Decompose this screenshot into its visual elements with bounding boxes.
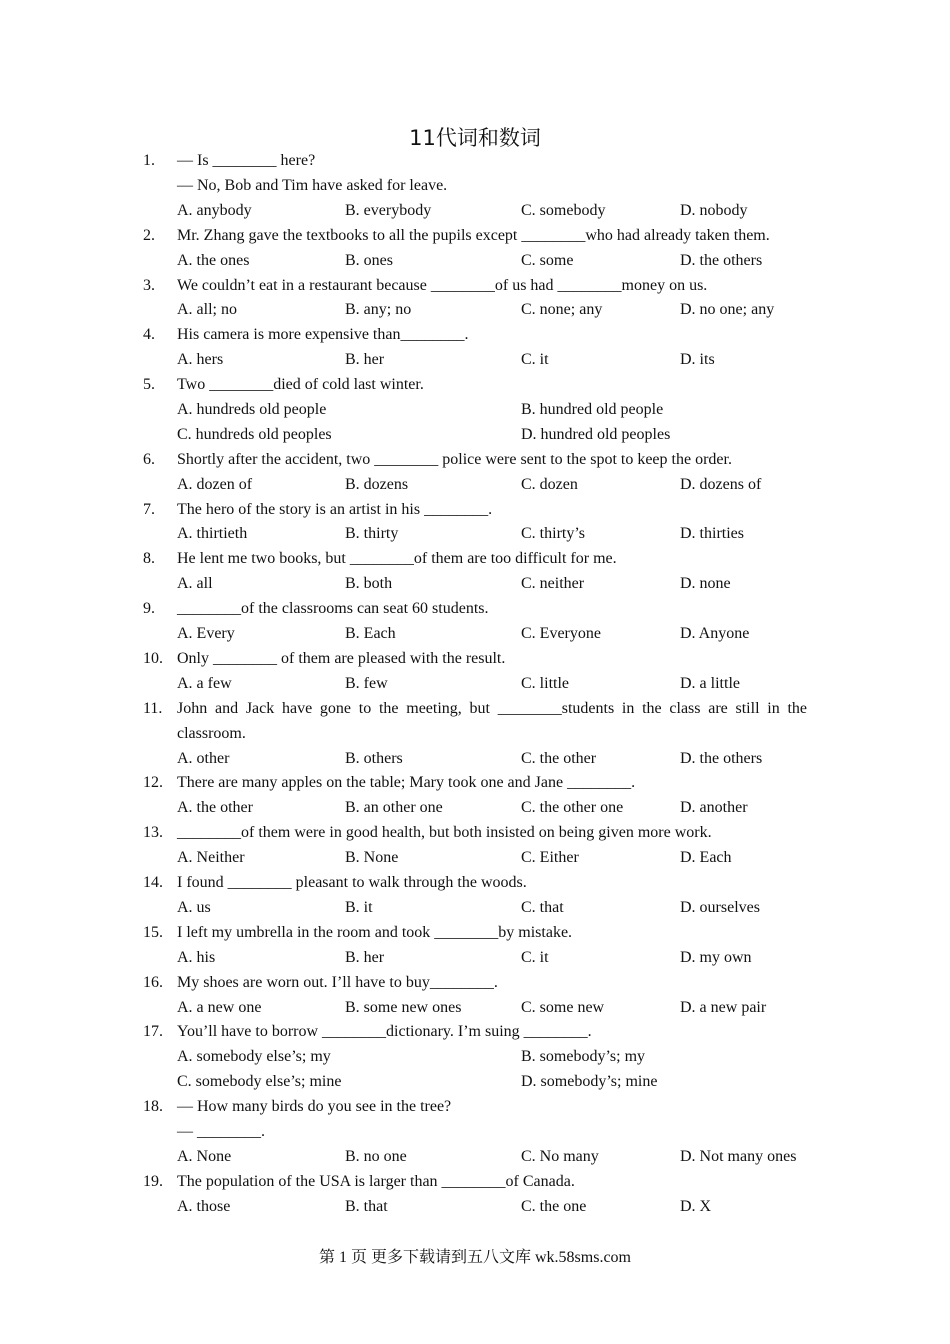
question-number: 1. <box>143 152 155 169</box>
options-row <box>177 1145 807 1170</box>
question-stem: ________of the classrooms can seat 60 students. <box>177 600 489 618</box>
question-dialog-line: — ________. <box>177 1123 265 1141</box>
question-item <box>143 821 807 871</box>
option-a: A. hers <box>177 351 224 369</box>
option-d: D. Anyone <box>680 625 750 643</box>
option-b: B. thirty <box>345 525 399 543</box>
options-row <box>177 398 807 423</box>
question-stem: I found ________ pleasant to walk through the woods. <box>177 874 527 892</box>
options-row <box>177 796 807 821</box>
option-a: A. thirtieth <box>177 525 248 543</box>
option-d: D. the others <box>680 251 763 269</box>
option-a: A. those <box>177 1197 231 1215</box>
question-item <box>143 921 807 971</box>
option-d: D. another <box>680 799 748 817</box>
question-item <box>143 597 807 647</box>
question-item <box>143 373 807 448</box>
option-b: B. hundred old people <box>521 401 664 418</box>
option-b: B. None <box>345 849 399 867</box>
question-item <box>143 1170 807 1220</box>
option-b: B. no one <box>345 1147 407 1165</box>
option-a: A. the other <box>177 799 253 817</box>
option-c: C. thirty’s <box>521 525 586 543</box>
options-row <box>177 572 807 597</box>
option-c: C. somebody else’s; mine <box>177 1073 342 1091</box>
question-number: 9. <box>143 600 155 618</box>
question-stem: Shortly after the accident, two ________ police were sent to the spot to keep the order. <box>177 450 732 468</box>
option-b: B. it <box>345 898 373 916</box>
option-d: D. X <box>680 1197 712 1215</box>
question-number: 13. <box>143 824 163 842</box>
option-c: C. somebody <box>521 201 606 219</box>
option-c: C. dozen <box>521 475 578 493</box>
option-b: B. any; no <box>345 301 412 319</box>
option-d: D. its <box>680 351 715 369</box>
option-a: A. None <box>177 1147 232 1165</box>
options-row <box>177 747 807 772</box>
question-item <box>143 1020 807 1095</box>
question-item <box>143 547 807 597</box>
option-c: C. the other one <box>521 799 624 817</box>
option-c: C. the one <box>521 1197 587 1215</box>
question-stem: Only ________ of them are pleased with the result. <box>177 649 506 667</box>
question-item <box>143 323 807 373</box>
options-row <box>177 1045 807 1070</box>
option-a: A. hundreds old people <box>177 401 327 418</box>
question-stem: — Is ________ here? <box>177 152 316 169</box>
question-stem: The population of the USA is larger than ________of Canada. <box>177 1172 575 1190</box>
option-c: C. neither <box>521 575 585 593</box>
question-item <box>143 647 807 697</box>
question-item <box>143 1095 807 1170</box>
option-c: C. No many <box>521 1147 599 1165</box>
options-row <box>177 473 807 498</box>
option-c: C. hundreds old peoples <box>177 425 332 443</box>
question-item <box>143 971 807 1021</box>
question-stem: — How many birds do you see in the tree? <box>177 1098 452 1116</box>
question-number: 5. <box>143 376 155 394</box>
options-row <box>177 946 807 971</box>
question-number: 14. <box>143 874 163 892</box>
option-c: C. it <box>521 351 549 369</box>
option-a: A. somebody else’s; my <box>177 1048 331 1066</box>
option-a: A. the ones <box>177 251 250 269</box>
options-row <box>177 1195 807 1220</box>
option-d: D. my own <box>680 948 752 966</box>
question-item <box>143 871 807 921</box>
option-d: D. a new pair <box>680 998 767 1016</box>
question-number: 17. <box>143 1023 163 1041</box>
option-b: B. others <box>345 749 403 767</box>
question-list <box>143 149 807 1220</box>
option-a: A. all <box>177 575 213 593</box>
options-row <box>177 348 807 373</box>
option-b: B. somebody’s; my <box>521 1048 646 1066</box>
options-row <box>177 846 807 871</box>
option-d: D. nobody <box>680 201 748 219</box>
question-stem: ________of them were in good health, but both insisted on being given more work. <box>177 824 712 842</box>
options-row <box>177 249 807 274</box>
option-b: B. few <box>345 674 388 692</box>
question-item <box>143 697 807 772</box>
question-item <box>143 771 807 821</box>
option-b: B. some new ones <box>345 998 462 1016</box>
option-a: A. dozen of <box>177 475 253 493</box>
question-number: 10. <box>143 649 163 667</box>
option-d: D. dozens of <box>680 475 762 493</box>
option-a: A. other <box>177 749 230 767</box>
option-c: C. some new <box>521 998 605 1016</box>
options-row <box>177 622 807 647</box>
question-number: 4. <box>143 326 155 344</box>
question-number: 7. <box>143 500 155 518</box>
option-d: D. ourselves <box>680 898 760 916</box>
question-stem: He lent me two books, but ________of them are too difficult for me. <box>177 550 617 568</box>
option-a: A. a few <box>177 674 232 692</box>
question-number: 8. <box>143 550 155 568</box>
option-d: D. a little <box>680 674 740 692</box>
question-stem: We couldn’t eat in a restaurant because ________of us had ________money on us. <box>177 276 708 294</box>
options-row <box>177 423 807 448</box>
question-stem: Mr. Zhang gave the textbooks to all the pupils except ________who had already taken them. <box>177 226 770 244</box>
option-c: C. Either <box>521 849 579 867</box>
question-number: 12. <box>143 774 163 792</box>
question-item <box>143 498 807 548</box>
question-stem: John and Jack have gone to the meeting, but ________students in the class are still in the classroom. <box>177 699 807 742</box>
option-b: B. Each <box>345 625 396 643</box>
page-footer: 第 1 页 更多下载请到五八文库 wk.58sms.com <box>318 1249 631 1266</box>
question-stem: My shoes are worn out. I’ll have to buy________. <box>177 973 498 991</box>
option-d: D. the others <box>680 749 763 767</box>
options-row <box>177 298 807 323</box>
option-d: D. Each <box>680 849 732 867</box>
options-row <box>177 896 807 921</box>
question-number: 18. <box>143 1098 163 1116</box>
option-d: D. thirties <box>680 525 744 543</box>
question-item <box>143 448 807 498</box>
option-a: A. his <box>177 948 216 966</box>
options-row <box>177 1070 807 1095</box>
question-number: 6. <box>143 450 155 468</box>
option-a: A. us <box>177 898 211 916</box>
question-number: 3. <box>143 276 155 294</box>
option-c: C. Everyone <box>521 625 601 643</box>
option-a: A. anybody <box>177 201 252 219</box>
question-item <box>143 224 807 274</box>
question-item <box>143 274 807 324</box>
option-b: B. that <box>345 1197 388 1215</box>
options-row <box>177 996 807 1021</box>
page-title: 11代词和数词 <box>409 126 541 150</box>
option-c: C. that <box>521 898 564 916</box>
option-b: B. her <box>345 948 385 966</box>
question-item <box>143 149 807 224</box>
question-dialog-line: — No, Bob and Tim have asked for leave. <box>177 176 448 194</box>
option-d: D. somebody’s; mine <box>521 1073 658 1091</box>
option-c: C. some <box>521 251 574 269</box>
option-b: B. everybody <box>345 201 432 219</box>
options-row <box>177 522 807 547</box>
option-b: B. her <box>345 351 385 369</box>
option-c: C. little <box>521 674 569 692</box>
question-number: 19. <box>143 1172 163 1190</box>
option-c: C. the other <box>521 749 597 767</box>
option-d: D. no one; any <box>680 301 775 319</box>
option-a: A. Neither <box>177 849 245 867</box>
option-a: A. all; no <box>177 301 237 319</box>
option-a: A. a new one <box>177 998 262 1016</box>
option-c: C. it <box>521 948 549 966</box>
options-row <box>177 672 807 697</box>
question-stem: You’ll have to borrow ________dictionary. I’m suing ________. <box>177 1023 592 1041</box>
question-stem: I left my umbrella in the room and took ________by mistake. <box>177 923 573 941</box>
question-stem: There are many apples on the table; Mary took one and Jane ________. <box>177 774 636 792</box>
option-d: D. none <box>680 575 731 593</box>
option-b: B. ones <box>345 251 393 269</box>
option-a: A. Every <box>177 625 235 643</box>
question-number: 15. <box>143 923 163 941</box>
question-number: 2. <box>143 226 155 244</box>
question-stem: His camera is more expensive than________. <box>177 326 469 344</box>
option-b: B. dozens <box>345 475 409 493</box>
question-stem: Two ________died of cold last winter. <box>177 376 424 394</box>
question-number: 11. <box>143 699 163 717</box>
question-stem: The hero of the story is an artist in his ________. <box>177 500 493 518</box>
option-c: C. none; any <box>521 301 603 319</box>
question-number: 16. <box>143 973 163 991</box>
option-d: D. Not many ones <box>680 1147 797 1165</box>
options-row <box>177 199 807 224</box>
option-b: B. both <box>345 575 393 593</box>
option-b: B. an other one <box>345 799 443 817</box>
option-d: D. hundred old peoples <box>521 425 671 443</box>
